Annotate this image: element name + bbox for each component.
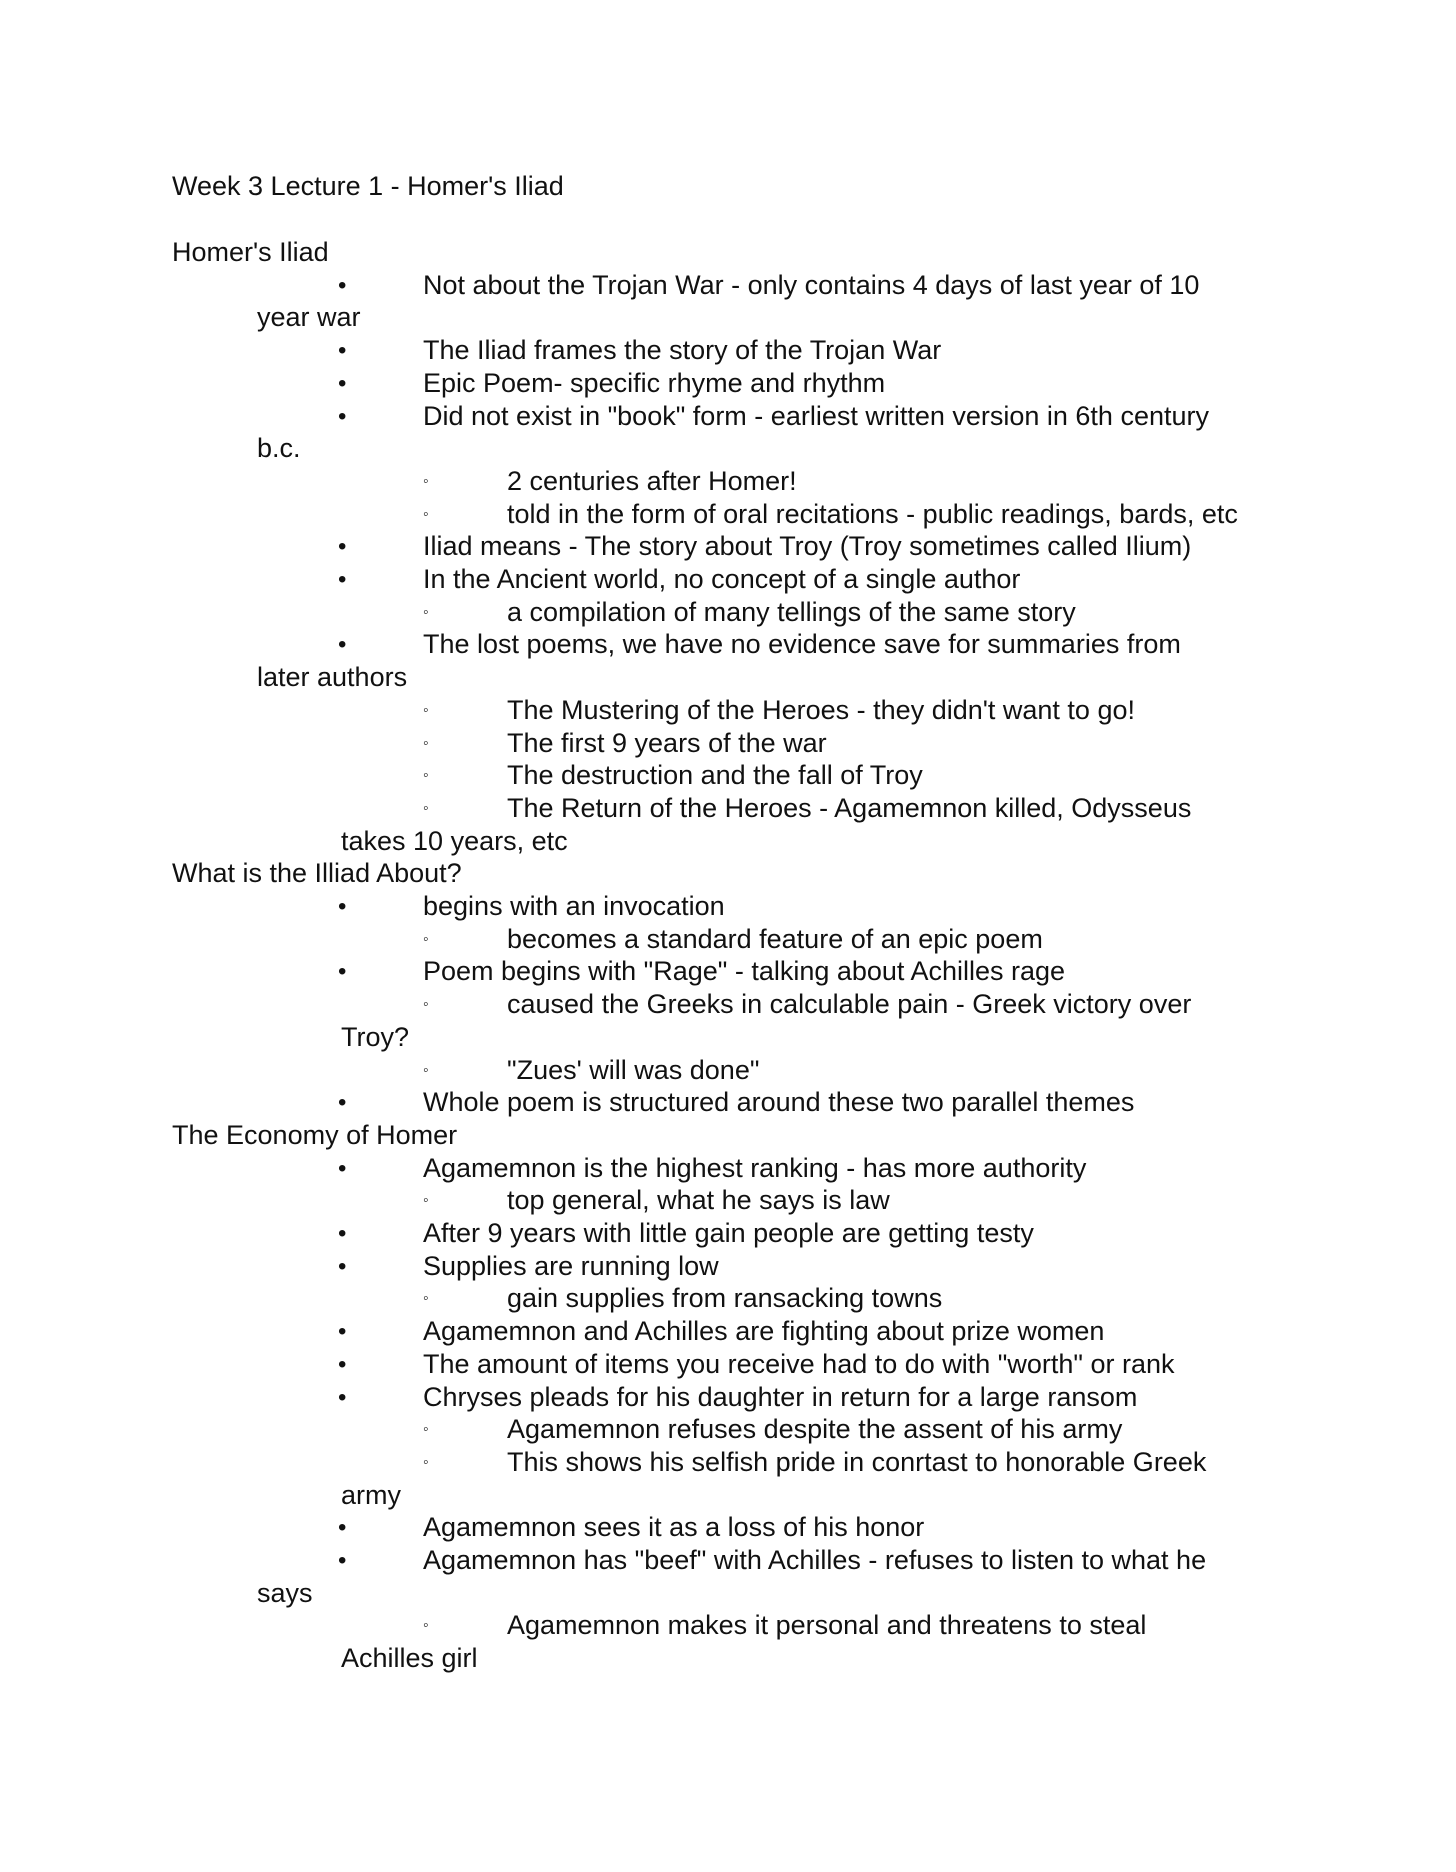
sub-bullet-marker: ◦	[423, 930, 429, 948]
bullet-item	[0, 1152, 1456, 1185]
continuation-text: year war	[257, 302, 361, 333]
sub-bullet-text: Agamemnon refuses despite the assent of his army	[507, 1414, 1123, 1445]
continuation-line	[0, 1642, 1456, 1675]
bullet-marker: •	[338, 1318, 347, 1346]
sub-bullet-text: 2 centuries after Homer!	[507, 465, 797, 496]
bullet-item	[0, 1544, 1456, 1577]
bullet-text: The Iliad frames the story of the Trojan War	[423, 335, 942, 366]
sub-bullet-text: "Zues' will was done"	[507, 1054, 760, 1085]
bullet-text: Did not exist in "book" form - earliest written version in 6th century	[423, 400, 1209, 431]
sub-bullet-text: gain supplies from ransacking towns	[507, 1283, 943, 1314]
bullet-text: Poem begins with "Rage" - talking about Achilles rage	[423, 956, 1066, 987]
bullet-item	[0, 367, 1456, 400]
sub-bullet-item	[0, 498, 1456, 531]
bullet-marker: •	[338, 402, 347, 430]
bullet-text: After 9 years with little gain people are getting testy	[423, 1218, 1034, 1248]
sub-bullet-item	[0, 1184, 1456, 1217]
bullet-marker: •	[338, 566, 347, 593]
bullet-marker: •	[338, 337, 347, 365]
bullet-text: Agamemnon is the highest ranking - has more authority	[423, 1152, 1087, 1183]
continuation-line	[0, 1021, 1456, 1054]
bullet-text: Chryses pleads for his daughter in return for a large ransom	[423, 1381, 1138, 1412]
continuation-line	[0, 301, 1456, 334]
bullet-text: Agamemnon sees it as a loss of his honor	[423, 1512, 925, 1543]
continuation-line	[0, 1479, 1456, 1512]
bullet-text: begins with an invocation	[423, 891, 725, 921]
continuation-line	[0, 1577, 1456, 1610]
bullet-marker: •	[338, 1220, 347, 1247]
sub-bullet-item	[0, 465, 1456, 498]
continuation-text: later authors	[257, 662, 408, 693]
sub-bullet-item	[0, 923, 1456, 956]
sub-bullet-text: The destruction and the fall of Troy	[507, 760, 923, 791]
sub-bullet-item	[0, 988, 1456, 1021]
bullet-item	[0, 628, 1456, 661]
sub-bullet-marker: ◦	[423, 603, 429, 621]
bullet-item	[0, 1381, 1456, 1414]
sub-bullet-text: a compilation of many tellings of the same story	[507, 596, 1076, 627]
bullet-item	[0, 1086, 1456, 1119]
bullet-marker: •	[338, 1350, 347, 1378]
bullet-item	[0, 530, 1456, 563]
sub-bullet-text: told in the form of oral recitations - public readings, bards, etc	[507, 498, 1238, 529]
continuation-text: army	[341, 1479, 401, 1510]
bullet-text: Agamemnon and Achilles are fighting about prize women	[423, 1316, 1105, 1347]
sub-bullet-item	[0, 1282, 1456, 1315]
bullet-text: In the Ancient world, no concept of a single author	[423, 564, 1021, 594]
sub-bullet-marker: ◦	[423, 1617, 429, 1635]
sub-bullet-marker: ◦	[423, 1061, 429, 1079]
bullet-marker: •	[338, 1154, 347, 1182]
sub-bullet-marker: ◦	[423, 996, 429, 1014]
bullet-marker: •	[338, 369, 347, 397]
bullet-marker: •	[338, 958, 347, 986]
bullet-item	[0, 1315, 1456, 1348]
sub-bullet-item	[0, 694, 1456, 727]
sub-bullet-text: caused the Greeks in calculable pain - Greek victory over	[507, 989, 1192, 1020]
section-heading: Homer's Iliad	[172, 237, 329, 267]
sub-bullet-text: This shows his selfish pride in conrtast to honorable Greek	[507, 1446, 1207, 1477]
sub-bullet-text: Agamemnon makes it personal and threatens to steal	[507, 1610, 1147, 1641]
bullet-marker: •	[338, 271, 347, 299]
bullet-text: Agamemnon has "beef" with Achilles - refuses to listen to what he	[423, 1545, 1207, 1575]
continuation-text: Achilles girl	[341, 1643, 478, 1674]
section-heading: The Economy of Homer	[172, 1119, 458, 1150]
bullet-item	[0, 563, 1456, 596]
bullet-text: The amount of items you receive had to do with "worth" or rank	[423, 1348, 1175, 1379]
bullet-marker: •	[338, 1089, 347, 1117]
bullet-item	[0, 400, 1456, 433]
sub-bullet-item	[0, 759, 1456, 792]
bullet-marker: •	[338, 1252, 347, 1280]
continuation-text: Troy?	[341, 1021, 410, 1052]
continuation-line	[0, 825, 1456, 858]
continuation-line	[0, 661, 1456, 694]
bullet-marker: •	[338, 1514, 347, 1542]
bullet-item	[0, 1348, 1456, 1381]
bullet-marker: •	[338, 533, 347, 561]
sub-bullet-marker: ◦	[423, 1290, 429, 1308]
sub-bullet-marker: ◦	[423, 799, 429, 817]
sub-bullet-item	[0, 727, 1456, 760]
section-heading: What is the Illiad About?	[172, 858, 462, 889]
bullet-text: Epic Poem- specific rhyme and rhythm	[423, 367, 886, 398]
bullet-item	[0, 269, 1456, 302]
bullet-text: Supplies are running low	[423, 1250, 719, 1281]
sub-bullet-text: The first 9 years of the war	[507, 727, 827, 758]
bullet-text: Iliad means - The story about Troy (Troy sometimes called Ilium)	[423, 531, 1192, 562]
bullet-text: Not about the Trojan War - only contains 4 days of last year of 10	[423, 269, 1200, 300]
sub-bullet-marker: ◦	[423, 767, 429, 785]
bullet-item	[0, 1511, 1456, 1544]
bullet-item	[0, 334, 1456, 367]
bullet-text: Whole poem is structured around these two parallel themes	[423, 1087, 1135, 1118]
sub-bullet-item	[0, 1413, 1456, 1446]
sub-bullet-item	[0, 596, 1456, 629]
sub-bullet-text: top general, what he says is law	[507, 1185, 890, 1216]
continuation-text: b.c.	[257, 433, 301, 464]
sub-bullet-item	[0, 1054, 1456, 1087]
bullet-marker: •	[338, 631, 347, 659]
sub-bullet-text: The Return of the Heroes - Agamemnon killed, Odysseus	[507, 792, 1192, 823]
bullet-item	[0, 890, 1456, 923]
bullet-item	[0, 1217, 1456, 1250]
bullet-marker: •	[338, 893, 347, 920]
sub-bullet-marker: ◦	[423, 1453, 429, 1471]
sub-bullet-marker: ◦	[423, 505, 429, 523]
sub-bullet-marker: ◦	[423, 472, 429, 490]
bullet-marker: •	[338, 1547, 347, 1574]
sub-bullet-marker: ◦	[423, 734, 429, 752]
sub-bullet-text: The Mustering of the Heroes - they didn't want to go!	[507, 694, 1135, 725]
continuation-text: says	[257, 1577, 313, 1608]
sub-bullet-item	[0, 1446, 1456, 1479]
sub-bullet-marker: ◦	[423, 1192, 429, 1210]
bullet-item	[0, 1250, 1456, 1283]
page-title: Week 3 Lecture 1 - Homer's Iliad	[172, 171, 564, 201]
bullet-marker: •	[338, 1383, 347, 1411]
sub-bullet-marker: ◦	[423, 1421, 429, 1439]
continuation-text: takes 10 years, etc	[341, 825, 568, 856]
bullet-item	[0, 955, 1456, 988]
sub-bullet-item	[0, 1609, 1456, 1642]
bullet-text: The lost poems, we have no evidence save for summaries from	[423, 629, 1181, 660]
sub-bullet-text: becomes a standard feature of an epic poem	[507, 923, 1043, 954]
sub-bullet-marker: ◦	[423, 701, 429, 719]
sub-bullet-item	[0, 792, 1456, 825]
continuation-line	[0, 432, 1456, 465]
